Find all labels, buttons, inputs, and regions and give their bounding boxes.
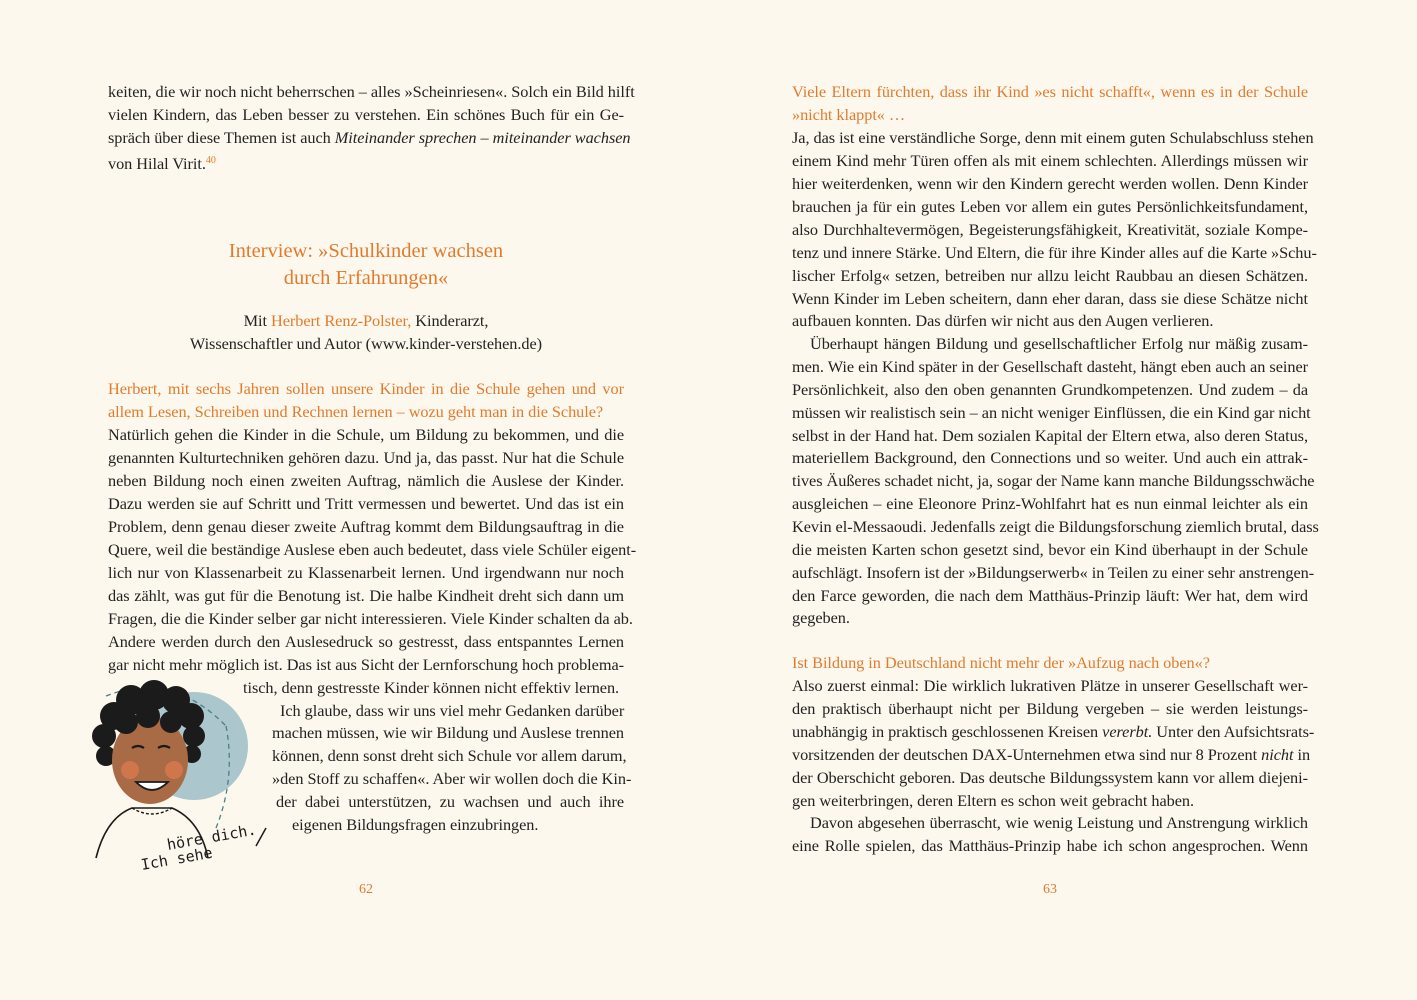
answer-line: Quere, weil die beständige Auslese eben auch bedeutet, dass viele Schüler eigent- — [108, 540, 637, 559]
interview-heading-line2: durch Erfahrungen« — [283, 267, 449, 289]
answer-line: einem Kind mehr Türen offen als mit einem schlechten. Allerdings müssen wir — [792, 151, 1308, 170]
answer-line: selbst in der Hand hat. Dem sozialen Kapital der Eltern etwa, also deren Status, — [792, 426, 1308, 445]
emphasis: nicht — [1261, 745, 1294, 764]
answer-line: aufbauen konnten. Das dürfen wir nicht aus den Augen verlieren. — [792, 311, 1214, 330]
answer-line: Wenn Kinder im Leben scheitern, dann eher daran, dass sie diese Schätze nicht — [792, 289, 1308, 308]
answer-line: Fragen, die die Kinder selber gar nicht interessieren. Viele Kinder schalten da ab. — [108, 609, 633, 628]
body-text: in — [1297, 745, 1311, 764]
byline — [108, 310, 624, 333]
answer-line: Andere werden durch den Auslesedruck so gestresst, dass entspanntes Lernen — [108, 632, 624, 651]
answer-line: tives Äußeres schadet nicht, ja, sogar der Name kann manche Bildungsschwäche — [792, 471, 1315, 490]
body-line: vielen Kindern, das Leben besser zu verstehen. Ein schönes Buch für ein Ge- — [108, 105, 624, 124]
page-number: 63 — [1043, 882, 1057, 897]
answer-line: lich nur von Klassenarbeit zu Klassenarbeit lernen. Und irgendwann nur noch — [108, 563, 624, 582]
body-line — [108, 150, 216, 176]
body-text: spräch über diese Themen ist auch — [108, 128, 331, 147]
child-illustration — [76, 678, 276, 878]
answer-line: tisch, denn gestresste Kinder können nicht effektiv lernen. — [243, 678, 620, 697]
answer-line: Ich glaube, dass wir uns viel mehr Gedanken darüber — [280, 701, 625, 720]
answer-line — [792, 744, 1311, 767]
byline-line2: Wissenschaftler und Autor (www.kinder-verstehen.de) — [189, 334, 543, 353]
question-line: Viele Eltern fürchten, dass ihr Kind »es nicht schafft«, wenn es in der Schule — [792, 82, 1308, 101]
body-text: unabhängig in praktisch geschlossenen Kreisen — [792, 722, 1099, 741]
answer-line — [792, 721, 1315, 744]
answer-line: tenz und innere Stärke. Und Eltern, die für ihre Kinder alles auf die Karte »Schu- — [792, 243, 1317, 262]
answer-line: aufschlägt. Insofern ist der »Bildungserwerb« in Teilen zu einer sehr anstrengen- — [792, 563, 1315, 582]
page-number: 62 — [359, 882, 373, 897]
answer-line: Überhaupt hängen Bildung und gesellschaftlicher Erfolg nur mäßig zusam- — [810, 334, 1308, 353]
body-line — [108, 127, 631, 150]
author-name: Herbert Renz-Polster, — [270, 311, 412, 330]
answer-line: das zählt, was gut für die Benotung ist. Die halbe Kindheit dreht sich dann um — [108, 586, 624, 605]
emphasis: vererbt. — [1102, 722, 1153, 741]
interview-heading-line1: Interview: »Schulkinder wachsen — [228, 240, 504, 262]
answer-line: eine Rolle spielen, das Matthäus-Prinzip habe ich schon angesprochen. Wenn — [792, 836, 1308, 855]
body-text: vorsitzenden der deutschen DAX-Unternehmen etwa sind nur 8 Prozent — [792, 745, 1258, 764]
answer-line: machen müssen, wie wir Bildung und Auslese trennen — [272, 723, 624, 742]
answer-line: »den Stoff zu schaffen«. Aber wir wollen doch die Kin- — [272, 769, 632, 788]
footnote-ref: 40 — [205, 155, 216, 166]
byline-prefix: Mit — [243, 311, 267, 330]
answer-line: also Durchhaltevermögen, Begeisterungsfähigkeit, Kreativität, soziale Kompe- — [792, 220, 1308, 239]
book-title: Miteinander sprechen – miteinander wachsen — [334, 128, 631, 147]
handwritten-text-2: Ich sehe — [139, 843, 214, 874]
answer-line: Also zuerst einmal: Die wirklich lukrativen Plätze in unserer Gesellschaft wer- — [792, 676, 1308, 695]
question-line: »nicht klappt« … — [792, 105, 906, 124]
right-page — [708, 0, 1417, 1000]
byline-suffix: Kinderarzt, — [415, 311, 489, 330]
answer-line: können, denn sonst dreht sich Schule vor allem darum, — [272, 746, 627, 765]
answer-line: den praktisch überhaupt nicht per Bildung vergeben – sie werden leistungs- — [792, 699, 1308, 718]
answer-line: müssen wir realistisch sein – an nicht weniger Einflüssen, die ein Kind gar nicht — [792, 403, 1311, 422]
answer-line: neben Bildung noch einen zweiten Auftrag, nämlich die Auslese der Kinder. — [108, 471, 624, 490]
answer-line: ausgleichen – eine Eleonore Prinz-Wohlfahrt hat es nun einmal leichter als ein — [792, 494, 1308, 513]
answer-line: Problem, denn genau dieser zweite Auftrag kommt dem Bildungsauftrag in die — [108, 517, 624, 536]
answer-line: Natürlich gehen die Kinder in die Schule, um Bildung zu bekommen, und die — [108, 425, 624, 444]
answer-line: Davon abgesehen überrascht, wie wenig Leistung und Anstrengung wirklich — [810, 813, 1308, 832]
answer-line: Dazu werden sie auf Schritt und Tritt vermessen und bewertet. Und das ist ein — [108, 494, 624, 513]
body-text: von Hilal Virit. — [108, 154, 206, 173]
answer-line: men. Wie ein Kind später in der Gesellschaft dasteht, hängt eben auch an seiner — [792, 357, 1308, 376]
question-line: Herbert, mit sechs Jahren sollen unsere Kinder in die Schule gehen und vor — [108, 379, 624, 398]
question-line: Ist Bildung in Deutschland nicht mehr der »Aufzug nach oben«? — [792, 653, 1210, 672]
answer-line: Ja, das ist eine verständliche Sorge, denn mit einem guten Schulabschluss stehen — [792, 128, 1314, 147]
answer-line: der Oberschicht geboren. Das deutsche Bildungssystem kann vor allem diejeni- — [792, 768, 1308, 787]
answer-line: Persönlichkeit, also den oben genannten Grundkompetenzen. Und zudem – da — [792, 380, 1308, 399]
answer-line: eigenen Bildungsfragen einzubringen. — [292, 815, 539, 834]
question-line: allem Lesen, Schreiben und Rechnen lernen – wozu geht man in die Schule? — [108, 402, 604, 421]
answer-line: materiellem Background, den Connections und so weiter. Und auch ein attrak- — [792, 448, 1308, 467]
answer-line: genannten Kulturtechniken gehören dazu. Und ja, das passt. Nur hat die Schule — [108, 448, 624, 467]
answer-line: gar nicht mehr möglich ist. Das ist aus Sicht der Lernforschung hoch problema- — [108, 655, 624, 674]
handwritten-text-1: höre dich. — [165, 820, 258, 854]
answer-line: die meisten Karten schon gesetzt sind, bevor ein Kind überhaupt in der Schule — [792, 540, 1308, 559]
answer-line: gen weiterbringen, deren Eltern es schon weit gebracht haben. — [792, 791, 1195, 810]
left-page — [0, 0, 708, 1000]
answer-line: Kevin el-Messaoudi. Jedenfalls zeigt die Bildungsforschung ziemlich brutal, dass — [792, 517, 1319, 536]
body-text: Unter den Aufsichtsrats- — [1156, 722, 1315, 741]
answer-line: hier weiterdenken, wenn wir den Kindern gerecht werden wollen. Denn Kinder — [792, 174, 1308, 193]
answer-line: gegeben. — [792, 608, 850, 627]
answer-line: den Farce geworden, die nach dem Matthäus-Prinzip läuft: Wer hat, dem wird — [792, 586, 1308, 605]
body-line: keiten, die wir noch nicht beherrschen – alles »Scheinriesen«. Solch ein Bild hilft — [108, 82, 635, 101]
answer-line: brauchen ja für ein gutes Leben vor allem ein gutes Persönlichkeitsfundament, — [792, 197, 1308, 216]
answer-line: lischer Erfolg« setzen, betreiben nur allzu leicht Raubbau an diesen Schätzen. — [792, 266, 1308, 285]
answer-line: der dabei unterstützen, zu wachsen und auch ihre — [276, 792, 624, 811]
